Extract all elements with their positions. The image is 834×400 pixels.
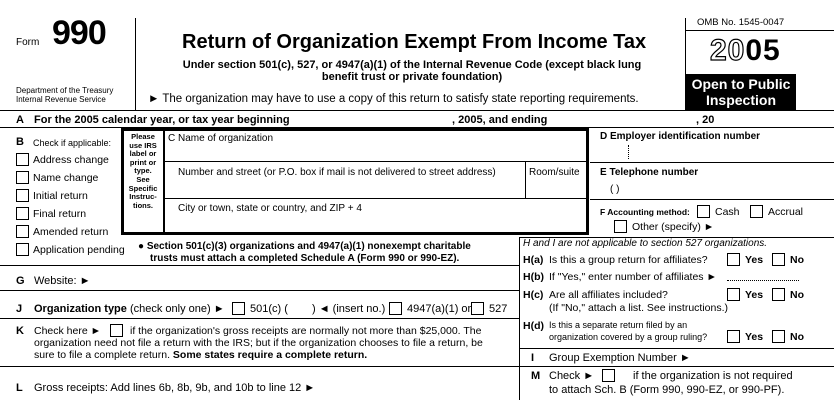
irs-label-line: See — [136, 174, 150, 184]
application-pending-checkbox[interactable] — [16, 243, 29, 256]
form-number: 990 — [52, 14, 106, 52]
website-label: Website: ► — [34, 275, 91, 287]
other-method-label: Other (specify) ► — [632, 221, 715, 233]
year-suffix: 05 — [745, 34, 781, 67]
application-pending-label: Application pending — [33, 244, 125, 256]
telephone-label: E Telephone number — [600, 167, 699, 178]
street-label: Number and street (or P.O. box if mail is not delivered to street address) — [178, 167, 496, 178]
street-field[interactable] — [166, 180, 522, 196]
accounting-method-label: F Accounting method: — [600, 207, 690, 217]
city-field[interactable] — [166, 215, 584, 231]
m-line1-text: if the organization is not required — [633, 370, 793, 382]
k-check-text: Check here ► — [34, 325, 102, 337]
room-suite-label: Room/suite — [529, 167, 580, 178]
accrual-label: Accrual — [768, 206, 804, 218]
gross-receipts-label: Gross receipts: Add lines 6b, 8b, 9b, and 10b to line 12 ► — [34, 382, 316, 394]
k-line3-bold: Some states require a complete return. — [172, 349, 368, 361]
type-527-checkbox[interactable] — [471, 302, 484, 315]
org-type-note: (check only one) ► — [129, 303, 225, 315]
form-title: Return of Organization Exempt From Income Tax — [182, 31, 647, 53]
reporting-notice — [148, 93, 639, 105]
k-line3-text: sure to file a complete return. — [34, 349, 170, 361]
department-label — [16, 86, 113, 104]
cash-label: Cash — [715, 206, 740, 218]
k-line3 — [34, 349, 367, 361]
hc-yes-checkbox[interactable] — [727, 288, 740, 301]
schedule-b-checkbox[interactable] — [602, 369, 615, 382]
year-prefix: 20 — [710, 34, 746, 67]
ha-letter: H(a) — [523, 254, 544, 266]
type-501c-label: 501(c) ( — [250, 303, 288, 315]
type-4947-label: 4947(a)(1) or — [407, 303, 472, 315]
section-b-letter: B — [16, 136, 24, 148]
org-type-label — [34, 303, 225, 315]
room-suite-field[interactable] — [527, 180, 585, 196]
city-label: City or town, state or country, and ZIP + 4 — [178, 203, 362, 214]
inspection-line1: Open to Public — [691, 76, 791, 92]
gross-receipts-25000-checkbox[interactable] — [110, 324, 123, 337]
line-a-text: For the 2005 calendar year, or tax year beginning — [34, 114, 290, 126]
m-check-text: Check ► — [549, 370, 595, 382]
hd-letter: H(d) — [523, 320, 544, 332]
line-a-mid: , 2005, and ending — [452, 114, 548, 126]
note-line1: ● Section 501(c)(3) organizations and 4947(a)(1) nonexempt charitable — [138, 241, 471, 252]
irs-label-line: use IRS — [129, 140, 157, 150]
type-501c-checkbox[interactable] — [232, 302, 245, 315]
ein-field[interactable] — [600, 145, 830, 159]
name-change-label: Name change — [33, 172, 99, 184]
irs-label-line: tions. — [133, 200, 153, 210]
org-type-title: Organization type — [34, 303, 127, 315]
h-i-intro: H and I are not applicable to section 527 organizations. — [523, 238, 768, 249]
accrual-checkbox[interactable] — [750, 205, 763, 218]
type-501c-insert-label: ) ◄ (insert no.) — [312, 303, 386, 315]
hc-letter: H(c) — [523, 289, 544, 301]
ha-yes-label: Yes — [745, 254, 764, 266]
section-m-letter: M — [531, 370, 541, 382]
type-4947-checkbox[interactable] — [389, 302, 402, 315]
subtitle-line2: benefit trust or private foundation) — [321, 71, 503, 83]
arrow-right-icon: ► — [148, 93, 160, 105]
hc-text1: Are all affiliates included? — [549, 289, 668, 301]
section-l-letter: L — [16, 382, 23, 394]
irs-label-instructions — [124, 133, 162, 210]
hc-no-checkbox[interactable] — [772, 288, 785, 301]
k-line1-text: if the organization's gross receipts are normally not more than $25,000. The — [130, 325, 482, 337]
notice-text: The organization may have to use a copy of this return to satisfy state reporting requirements. — [162, 93, 639, 105]
amended-return-label: Amended return — [33, 226, 109, 238]
hd-no-label: No — [790, 331, 804, 343]
section-i-letter: I — [531, 352, 535, 364]
org-name-label: C Name of organization — [168, 133, 274, 144]
form-subtitle — [152, 59, 672, 83]
ha-yes-checkbox[interactable] — [727, 253, 740, 266]
tax-year — [710, 34, 781, 68]
hd-text1: Is this a separate return filed by an — [549, 320, 688, 330]
final-return-checkbox[interactable] — [16, 207, 29, 220]
address-change-label: Address change — [33, 154, 109, 166]
irs-label-line: Please — [131, 132, 155, 141]
section-501c3-note — [138, 241, 471, 265]
ha-text: Is this a group return for affiliates? — [549, 254, 708, 266]
other-method-field[interactable] — [700, 221, 830, 234]
name-change-checkbox[interactable] — [16, 171, 29, 184]
hd-text2: organization covered by a group ruling? — [549, 332, 708, 342]
section-b-label: Check if applicable: — [33, 138, 112, 148]
group-exemption-label: Group Exemption Number ► — [549, 352, 691, 364]
gross-receipts-field[interactable] — [360, 380, 510, 394]
section-j-letter: J — [16, 303, 23, 315]
ein-label: D Employer identification number — [600, 131, 761, 142]
initial-return-checkbox[interactable] — [16, 189, 29, 202]
ha-no-checkbox[interactable] — [772, 253, 785, 266]
other-method-checkbox[interactable] — [614, 220, 627, 233]
hb-letter: H(b) — [523, 271, 544, 283]
website-field[interactable] — [100, 273, 510, 287]
hc-text2: (If "No," attach a list. See instructions.) — [549, 302, 729, 314]
irs-label-line: label or — [129, 149, 157, 159]
section-g-letter: G — [16, 275, 25, 287]
org-name-field[interactable] — [165, 142, 585, 158]
line-a-end: , 20 — [696, 114, 715, 126]
public-inspection-badge — [686, 74, 796, 110]
hd-yes-label: Yes — [745, 331, 764, 343]
irs-label-line: Instruc- — [129, 192, 157, 202]
department-line2: Internal Revenue Service — [16, 95, 106, 104]
ha-no-label: No — [790, 254, 804, 266]
form-word: Form — [16, 37, 40, 48]
hd-no-checkbox[interactable] — [772, 330, 785, 343]
hc-no-label: No — [790, 289, 804, 301]
subtitle-line1: Under section 501(c), 527, or 4947(a)(1) of the Internal Revenue Code (except black lung — [182, 59, 642, 71]
501c-number-field[interactable] — [296, 302, 310, 315]
note-line2: trusts must attach a completed Schedule A (Form 990 or 990-EZ). — [150, 253, 460, 264]
line-a-letter: A — [16, 114, 24, 126]
irs-label-line: type. — [134, 166, 152, 176]
hb-text: If "Yes," enter number of affiliates ► — [549, 271, 717, 283]
department-line1: Department of the Treasury — [16, 86, 114, 95]
cash-checkbox[interactable] — [697, 205, 710, 218]
telephone-field[interactable]: ( ) — [610, 184, 620, 195]
address-change-checkbox[interactable] — [16, 153, 29, 166]
hc-yes-label: Yes — [745, 289, 764, 301]
amended-return-checkbox[interactable] — [16, 225, 29, 238]
type-527-label: 527 — [489, 303, 508, 315]
k-line2-text: organization need not file a return with the IRS; but if the organization chooses to file a return, be — [34, 337, 483, 349]
affiliates-count-field[interactable] — [727, 270, 799, 281]
final-return-label: Final return — [33, 208, 87, 220]
omb-number: OMB No. 1545-0047 — [697, 17, 785, 28]
group-exemption-field[interactable] — [690, 351, 830, 364]
hd-yes-checkbox[interactable] — [727, 330, 740, 343]
initial-return-label: Initial return — [33, 190, 88, 202]
irs-label-line: print or — [129, 157, 157, 167]
section-k-letter: K — [16, 325, 24, 337]
inspection-line2: Inspection — [705, 92, 776, 108]
m-line2-text: to attach Sch. B (Form 990, 990-EZ, or 990-PF). — [549, 384, 785, 396]
irs-label-line: Specific — [128, 183, 158, 193]
